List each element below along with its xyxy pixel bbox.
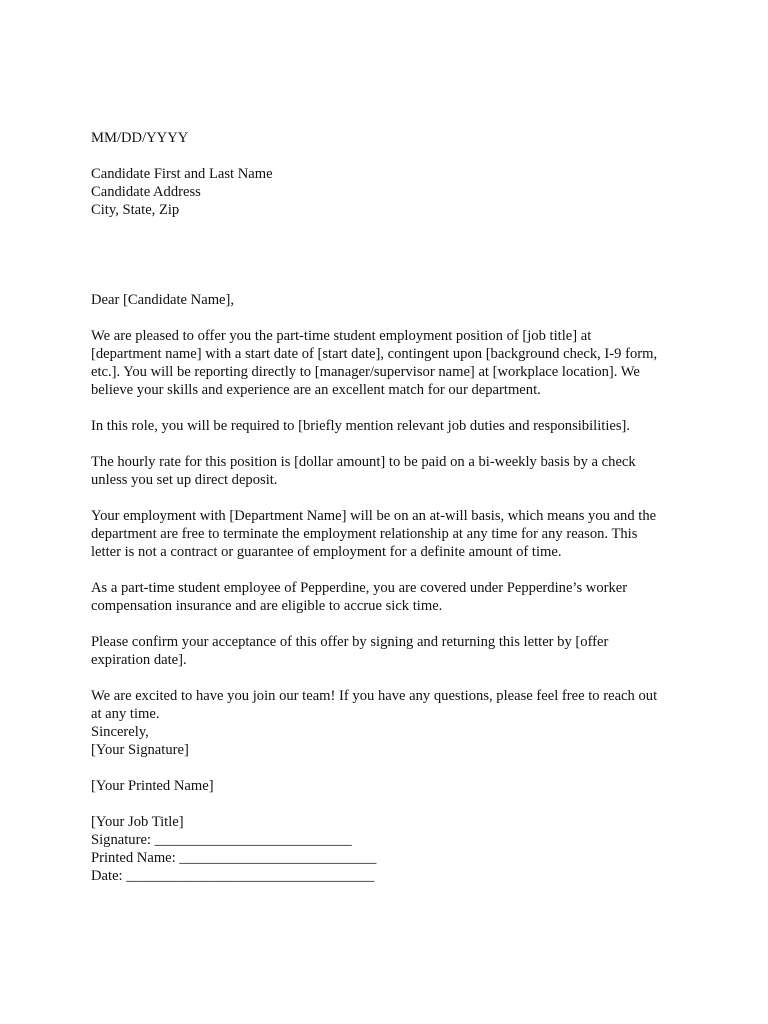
spacer: [91, 489, 691, 507]
paragraph-welcome: [91, 687, 691, 723]
paragraph-line: believe your skills and experience are an excellent match for our department.: [91, 382, 541, 398]
paragraph-insurance: [91, 579, 691, 615]
paragraph-offer: [91, 327, 691, 399]
signature-placeholder: [Your Signature]: [91, 742, 189, 758]
spacer: [91, 615, 691, 633]
spacer: [91, 237, 691, 255]
spacer: [91, 255, 691, 273]
paragraph-line: letter is not a contract or guarantee of employment for a definite amount of time.: [91, 544, 562, 560]
paragraph-line: As a part-time student employee of Pepperdine, you are covered under Pepperdine’s worker: [91, 580, 628, 596]
spacer: [91, 759, 691, 777]
date-line: Date: __________________________________: [91, 868, 375, 884]
salutation: Dear [Candidate Name],: [91, 292, 235, 308]
recipient-address: Candidate Address: [91, 184, 201, 200]
job-title-placeholder: [Your Job Title]: [91, 814, 184, 830]
paragraph-line: expiration date].: [91, 652, 187, 668]
paragraph-line: compensation insurance and are eligible to accrue sick time.: [91, 598, 443, 614]
spacer: [91, 219, 691, 237]
recipient-name: Candidate First and Last Name: [91, 166, 273, 182]
paragraph-confirm: [91, 633, 691, 669]
paragraph-line: We are excited to have you join our team! If you have any questions, please feel free to reach out: [91, 688, 658, 704]
paragraph-pay: [91, 453, 691, 489]
paragraph-duties: [91, 417, 691, 435]
recipient-city-state-zip: City, State, Zip: [91, 202, 180, 218]
paragraph-line: The hourly rate for this position is [dollar amount] to be paid on a bi-weekly basis by a check: [91, 454, 636, 470]
spacer: [91, 309, 691, 327]
paragraph-line: Please confirm your acceptance of this offer by signing and returning this letter by [offer: [91, 634, 609, 650]
signature-line: Signature: ___________________________: [91, 832, 352, 848]
paragraph-line: etc.]. You will be reporting directly to [manager/supervisor name] at [workplace location]. We: [91, 364, 640, 380]
paragraph-line: [department name] with a start date of [start date], contingent upon [background check, I-9 form,: [91, 346, 658, 362]
spacer: [91, 435, 691, 453]
offer-letter: [91, 129, 691, 885]
spacer: [91, 147, 691, 165]
paragraph-line: In this role, you will be required to [briefly mention relevant job duties and responsibilities].: [91, 418, 631, 434]
spacer: [91, 399, 691, 417]
paragraph-line: department are free to terminate the employment relationship at any time for any reason. This: [91, 526, 638, 542]
letter-date: MM/DD/YYYY: [91, 130, 189, 146]
spacer: [91, 273, 691, 291]
paragraph-line: unless you set up direct deposit.: [91, 472, 278, 488]
paragraph-line: We are pleased to offer you the part-time student employment position of [job title] at: [91, 328, 592, 344]
paragraph-line: at any time.: [91, 706, 160, 722]
paragraph-line: Your employment with [Department Name] will be on an at-will basis, which means you and the: [91, 508, 657, 524]
spacer: [91, 561, 691, 579]
printed-name-line: Printed Name: ___________________________: [91, 850, 377, 866]
paragraph-at-will: [91, 507, 691, 561]
closing: Sincerely,: [91, 724, 149, 740]
spacer: [91, 669, 691, 687]
spacer: [91, 795, 691, 813]
printed-name-placeholder: [Your Printed Name]: [91, 778, 214, 794]
